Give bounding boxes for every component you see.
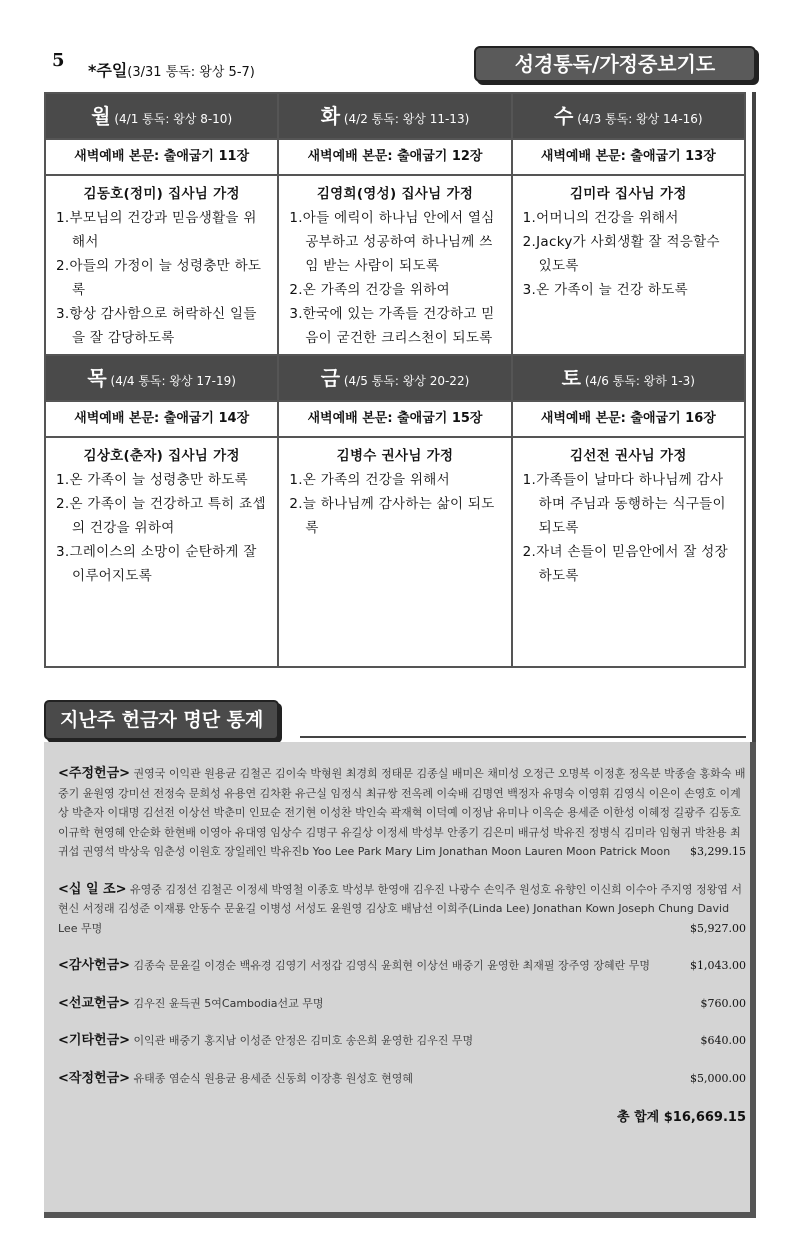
prayer-item: 3.온 가족이 늘 건강 하도록 <box>522 282 688 298</box>
family-name: 김미라 집사님 가정 <box>569 186 687 202</box>
offering-group <box>58 994 750 1014</box>
prayer-item: 2.온 가족이 늘 건강하고 특히 죠셉의 건강을 위하여 <box>56 496 266 536</box>
prayer-grid <box>44 92 746 668</box>
prayer-list <box>46 438 277 666</box>
day-header <box>46 356 277 402</box>
offering-group <box>58 880 750 939</box>
offering-label: <작정헌금> <box>58 1070 131 1086</box>
page-number: 5 <box>52 50 65 71</box>
prayer-list <box>279 438 510 666</box>
offering-amount: $5,000.00 <box>690 1071 746 1085</box>
day-reading: (4/6 통독: 왕하 1-3) <box>584 374 695 388</box>
sermon-text: 새벽예배 본문: 출애굽기 16장 <box>513 402 744 438</box>
prayer-item: 2.늘 하나님께 감사하는 삶이 되도록 <box>289 496 495 536</box>
offering-names: 권영국 이익관 원용균 김철곤 김이숙 박형원 최경희 정태문 김종실 배미은 채미성 오정근 오명복 이정훈 정옥분 박종술 홍화숙 배중기 윤원영 강미선 전정숙 문희성 유용연 김차환 유근실 임정식 최규쌍 전옥례 이숙배 김명연 백정자 유명숙 이영휘 김영식 이은이 손영호 이계상 박춘자 이대명 김선전 이상선 박춘미 인묘순 전기현 이성찬 박인숙 곽재혁 이덕예 이정남 유미나 이옥순 용세준 이한성 이혜정 길광주 김동호 이규학 현영혜 안순화 한현배 이영아 유대영 임상수 김명구 유길상 이정세 박성부 안종기 김은미 배규성 박유진 정병식 김미라 임형귀 박찬용 최귀섭 권영석 박상욱 임춘성 이원호 장일레인 박유진b Yoo Lee Park Mary Lim Jonathan Moon Lauren Moon Patrick Moon <box>58 767 746 858</box>
prayer-item: 1.부모님의 건강과 믿음생활을 위해서 <box>56 210 257 250</box>
prayer-item: 3.항상 감사함으로 허락하신 일들을 잘 감당하도록 <box>56 306 257 346</box>
offering-total: 총 합계 $16,669.15 <box>617 1110 746 1125</box>
offering-amount: $3,299.15 <box>690 845 746 858</box>
offering-group <box>58 1069 750 1089</box>
prayer-list <box>46 176 277 354</box>
offerings-title-rule <box>300 736 746 738</box>
sunday-day: *주일 <box>88 61 128 80</box>
day-header <box>513 94 744 140</box>
day-cell <box>45 355 278 667</box>
prayer-item: 1.아들 에릭이 하나님 안에서 열심 공부하고 성공하여 하나님께 쓰임 받는 사람이 되도록 <box>289 210 495 274</box>
prayer-list <box>513 176 744 354</box>
day-reading: (4/1 통독: 왕상 8-10) <box>114 112 233 126</box>
day-header <box>279 356 510 402</box>
week-row-1 <box>45 93 745 355</box>
offering-names: 김종숙 문윤길 이경순 백유경 김영기 서정갑 김영식 윤희현 이상선 배중기 윤영한 최재필 장주영 장혜란 무명 <box>133 959 651 972</box>
family-name: 김동호(정미) 집사님 가정 <box>83 186 240 202</box>
offering-label: <십 일 조> <box>58 881 127 897</box>
offering-names: 김우진 윤득권 5여Cambodia선교 무명 <box>133 996 324 1010</box>
sunday-reading <box>88 58 255 81</box>
offering-label: <선교헌금> <box>58 995 131 1011</box>
offering-amount: $760.00 <box>700 996 746 1010</box>
offering-label: <주정헌금> <box>58 766 131 781</box>
day-cell <box>278 93 511 355</box>
offering-names: 유영중 김정선 김철곤 이정세 박영철 이종호 박성부 한영애 김우진 나광수 손익주 원성호 유향인 이신희 이수아 주지영 정왕엽 서현신 서정래 김성준 이재룡 안동수 문윤길 이병성 서성도 윤원영 김상호 배남선 이희주(Linda Lee) Jonathan Kown Joseph Chung David Lee 무명 <box>58 882 743 935</box>
day-label: 목 <box>87 366 107 390</box>
sermon-text: 새벽예배 본문: 출애굽기 14장 <box>46 402 277 438</box>
offering-names: 이익관 배중기 홍지남 이성준 안정은 김미호 송은희 윤영한 김우진 무명 <box>133 1034 474 1047</box>
day-label: 금 <box>320 366 341 390</box>
prayer-list <box>279 176 510 354</box>
prayer-item: 3.한국에 있는 가족들 건강하고 믿음이 굳건한 크리스천이 되도록 <box>289 306 495 346</box>
family-name: 김병수 권사님 가정 <box>336 448 454 464</box>
sermon-text: 새벽예배 본문: 출애굽기 15장 <box>279 402 510 438</box>
prayer-item: 2.Jacky가 사회생활 잘 적응할수 있도록 <box>522 234 720 274</box>
day-label: 화 <box>320 104 341 128</box>
offering-amount: $1,043.00 <box>690 959 746 972</box>
sermon-text: 새벽예배 본문: 출애굽기 12장 <box>279 140 510 176</box>
family-name: 김영희(영성) 집사님 가정 <box>316 186 474 202</box>
prayer-item: 1.가족들이 날마다 하나님께 감사하며 주님과 동행하는 식구들이 되도록 <box>522 472 726 536</box>
sermon-text: 새벽예배 본문: 출애굽기 13장 <box>513 140 744 176</box>
day-cell <box>45 93 278 355</box>
offering-label: <감사헌금> <box>58 958 131 973</box>
family-name: 김선전 권사님 가정 <box>569 448 687 464</box>
day-cell <box>512 355 745 667</box>
day-reading: (4/5 통독: 왕상 20-22) <box>343 374 470 388</box>
offering-group <box>58 1031 750 1051</box>
sunday-reading-text: (3/31 통독: 왕상 5-7) <box>127 65 255 80</box>
offering-names: 유태종 염순식 원용균 용세준 신동희 이장흥 원성호 현영혜 <box>133 1071 414 1085</box>
offering-group <box>58 956 750 976</box>
offering-amount: $5,927.00 <box>690 921 746 935</box>
prayer-item: 2.자녀 손들이 믿음안에서 잘 성장 하도록 <box>522 544 728 584</box>
section-title: 성경통독/가정중보기도 <box>474 46 756 82</box>
day-label: 월 <box>91 104 111 128</box>
prayer-list <box>513 438 744 666</box>
offerings-title: 지난주 헌금자 명단 통계 <box>44 700 279 740</box>
day-cell <box>278 355 511 667</box>
day-header <box>513 356 744 402</box>
prayer-item: 1.어머니의 건강을 위해서 <box>522 210 679 226</box>
sermon-text: 새벽예배 본문: 출애굽기 11장 <box>46 140 277 176</box>
prayer-item: 1.온 가족의 건강을 위해서 <box>289 472 450 488</box>
day-header <box>279 94 510 140</box>
offering-label: <기타헌금> <box>58 1033 131 1048</box>
day-cell <box>512 93 745 355</box>
prayer-item: 2.아들의 가정이 늘 성령충만 하도록 <box>56 258 262 298</box>
day-reading: (4/2 통독: 왕상 11-13) <box>343 112 470 126</box>
day-label: 토 <box>561 366 581 390</box>
day-reading: (4/4 통독: 왕상 17-19) <box>110 374 236 388</box>
prayer-item: 1.온 가족이 늘 성령충만 하도록 <box>56 472 248 488</box>
offerings-box <box>44 742 756 1218</box>
prayer-item: 2.온 가족의 건강을 위하여 <box>289 282 450 298</box>
week-row-2 <box>45 355 745 667</box>
family-name: 김상호(춘자) 집사님 가정 <box>83 448 240 464</box>
day-header <box>46 94 277 140</box>
day-label: 수 <box>554 104 574 128</box>
offering-group <box>58 764 750 862</box>
offering-amount: $640.00 <box>700 1034 746 1047</box>
prayer-item: 3.그레이스의 소망이 순탄하게 잘 이루어지도록 <box>56 544 257 584</box>
day-reading: (4/3 통독: 왕상 14-16) <box>577 112 703 126</box>
